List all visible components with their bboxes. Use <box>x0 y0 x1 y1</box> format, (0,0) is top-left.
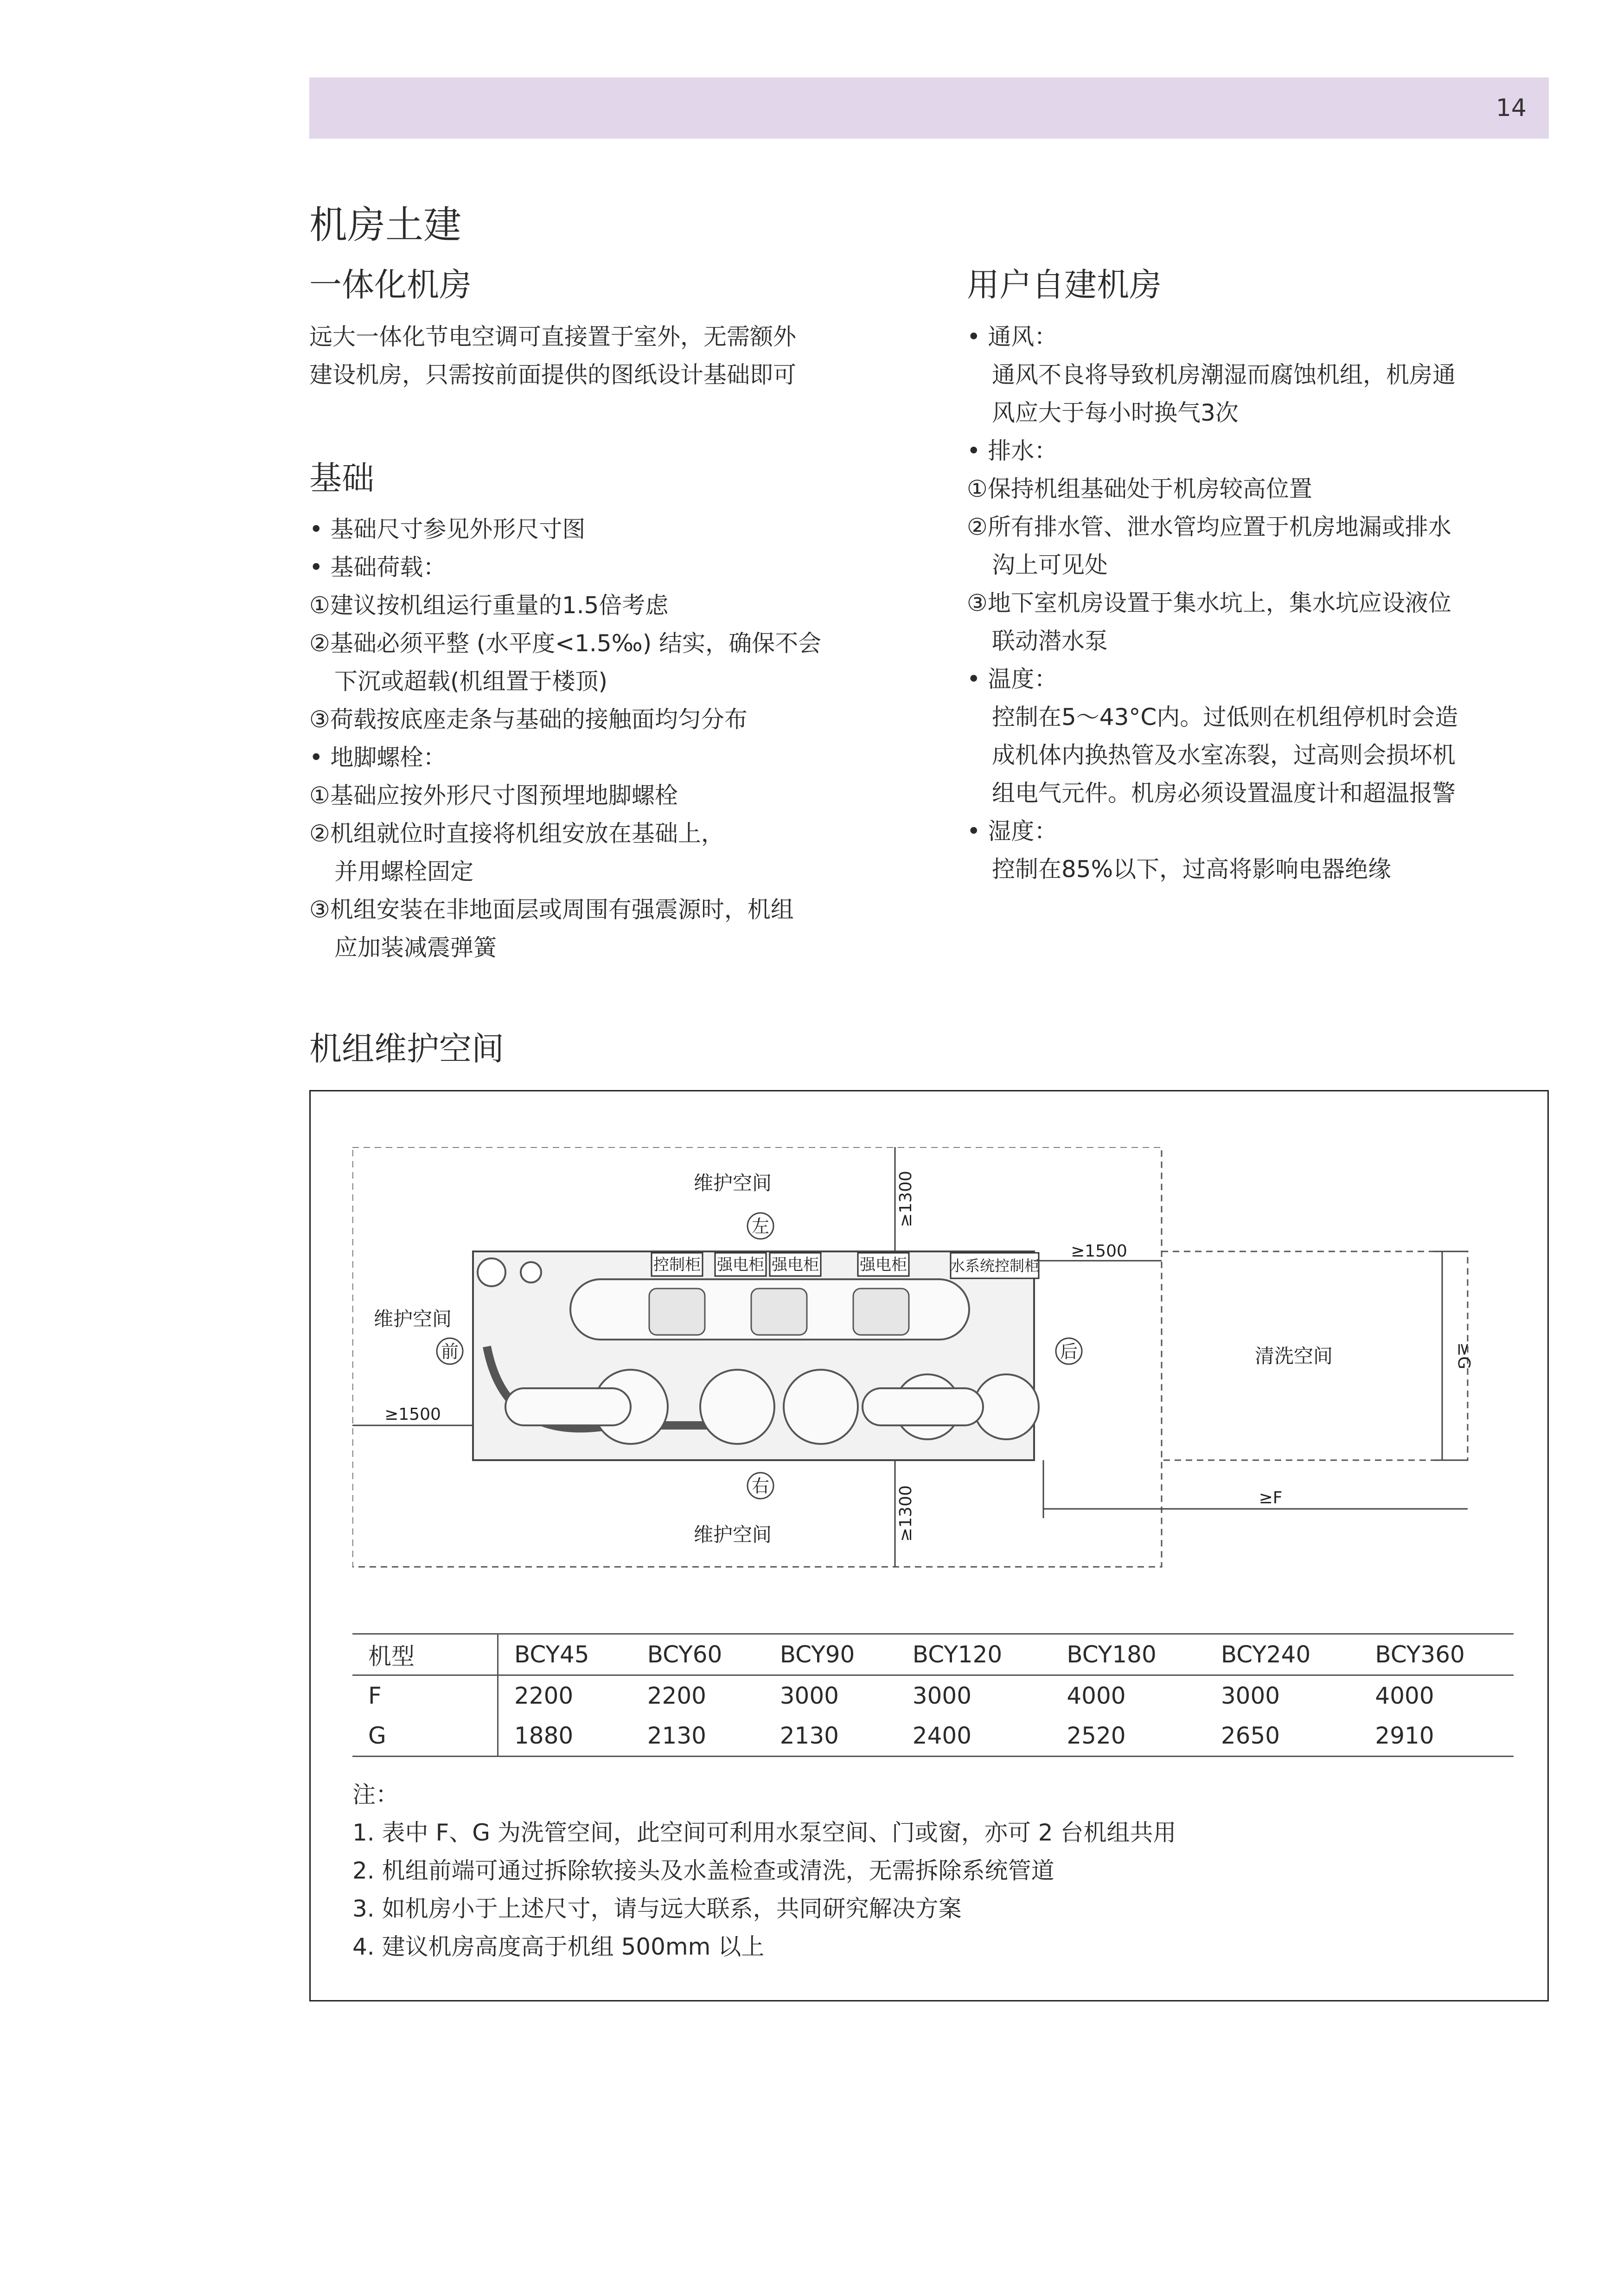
foundation-line: 并用螺栓固定 <box>334 858 473 885</box>
page-number: 14 <box>1495 94 1527 122</box>
table-cell: 2520 <box>1051 1716 1205 1757</box>
dim-g: ≥G <box>1454 1342 1473 1370</box>
foundation-line: ③机组安装在非地面层或周围有强震源时，机组 <box>309 896 794 923</box>
user-room-line: 通风不良将导致机房潮湿而腐蚀机组，机房通 <box>992 361 1456 388</box>
table-cell: 2130 <box>764 1716 897 1757</box>
note-line: 3. 如机房小于上述尺寸，请与远大联系，共同研究解决方案 <box>352 1895 962 1922</box>
user-room-line: • 温度： <box>967 666 1058 693</box>
note-line: 4. 建议机房高度高于机组 500mm 以上 <box>352 1933 765 1960</box>
foundation-list <box>309 510 821 967</box>
table-cell: 2650 <box>1205 1716 1360 1757</box>
bottom-space-label: 维护空间 <box>693 1523 772 1546</box>
maintenance-frame <box>309 1090 1549 2001</box>
table-cell: 2910 <box>1359 1716 1514 1757</box>
foundation-line: 下沉或超载(机组置于楼顶) <box>334 668 608 695</box>
clean-space-label: 清洗空间 <box>1254 1345 1333 1367</box>
user-room-line: ①保持机组基础处于机房较高位置 <box>967 475 1312 502</box>
user-room-line: • 湿度： <box>967 818 1058 845</box>
table-header-cell: BCY240 <box>1205 1634 1360 1675</box>
user-room-line: 组电气元件。机房必须设置温度计和超温报警 <box>992 780 1456 807</box>
table-cell: F <box>352 1675 498 1716</box>
valve-icon <box>521 1262 541 1283</box>
cabinet-water-label: 水系统控制柜 <box>950 1257 1040 1275</box>
table-cell: 3000 <box>780 1682 839 1709</box>
maintenance-heading: 机组维护空间 <box>309 1030 504 1068</box>
table-row <box>352 1716 1514 1757</box>
table-cell: 2200 <box>514 1682 574 1709</box>
dim-bottom: ≥1300 <box>896 1485 915 1542</box>
user-room-line: • 通风： <box>967 323 1058 350</box>
table-cell: 1880 <box>498 1716 632 1757</box>
dim-top: ≥1300 <box>896 1171 915 1227</box>
user-room-heading: 用户自建机房 <box>967 266 1162 304</box>
foundation-line: • 基础尺寸参见外形尺寸图 <box>309 516 586 543</box>
user-room-line: 沟上可见处 <box>992 552 1108 578</box>
rear-marker: 后 <box>1060 1341 1078 1362</box>
integrated-line: 建设机房，只需按前面提供的图纸设计基础即可 <box>309 361 796 388</box>
front-marker: 前 <box>441 1341 459 1362</box>
table-header-cell: BCY180 <box>1051 1634 1205 1675</box>
note-line: 1. 表中 F、G 为洗管空间，此空间可利用水泵空间、门或窗，亦可 2 台机组共用 <box>352 1819 1176 1846</box>
foundation-line: 应加装减震弹簧 <box>334 934 497 961</box>
table-cell: 2130 <box>632 1716 764 1757</box>
integrated-heading: 一体化机房 <box>309 266 472 304</box>
pump-motors <box>649 1289 909 1335</box>
user-room-line: ②所有排水管、泄水管均应置于机房地漏或排水 <box>967 513 1451 540</box>
foundation-line: ③荷载按底座走条与基础的接触面均匀分布 <box>309 706 748 733</box>
table-header-cell: BCY45 <box>498 1634 632 1675</box>
user-room-line: 风应大于每小时换气3次 <box>992 399 1239 426</box>
gauge-icon <box>478 1258 505 1286</box>
spec-table <box>352 1633 1514 1757</box>
dim-rear: ≥1500 <box>1071 1242 1127 1261</box>
user-room-list <box>967 318 1458 888</box>
foundation-line: ①建议按机组运行重量的1.5倍考虑 <box>309 592 669 619</box>
header-bar <box>309 77 1549 139</box>
dim-front: ≥1500 <box>384 1405 441 1424</box>
table-row <box>352 1675 1514 1716</box>
user-room-line: 联动潜水泵 <box>992 628 1108 654</box>
notes <box>352 1776 1176 1966</box>
page-title: 机房土建 <box>309 203 462 247</box>
table-header-cell: BCY90 <box>764 1634 897 1675</box>
user-room-line: 控制在5～43°C内。过低则在机组停机时会造 <box>992 704 1458 731</box>
foundation-line: • 地脚螺栓： <box>309 744 447 771</box>
integrated-text <box>309 318 796 394</box>
cabinet-power-label: 强电柜 <box>772 1256 819 1274</box>
table-header-row <box>352 1634 1514 1675</box>
table-cell: 2200 <box>647 1682 706 1709</box>
integrated-line: 远大一体化节电空调可直接置于室外，无需额外 <box>309 323 796 350</box>
table-header-cell: 机型 <box>352 1634 498 1675</box>
note-line: 注： <box>352 1781 399 1808</box>
foundation-line: ②机组就位时直接将机组安放在基础上， <box>309 820 724 847</box>
table-cell: 4000 <box>1067 1682 1126 1709</box>
table-header-cell: BCY60 <box>632 1634 764 1675</box>
table-cell: 4000 <box>1375 1682 1434 1709</box>
maintenance-diagram <box>352 1147 1489 1578</box>
dim-f: ≥F <box>1259 1488 1283 1507</box>
table-cell: 3000 <box>1220 1682 1280 1709</box>
table-cell: 2400 <box>897 1716 1051 1757</box>
foundation-line: ①基础应按外形尺寸图预埋地脚螺栓 <box>309 782 678 809</box>
user-room-line: • 排水： <box>967 437 1058 464</box>
table-cell: 3000 <box>912 1682 972 1709</box>
foundation-line: • 基础荷载： <box>309 554 447 581</box>
user-room-line: 控制在85%以下，过高将影响电器绝缘 <box>992 856 1392 883</box>
cabinet-power-label: 强电柜 <box>860 1256 907 1274</box>
cabinet-power-label: 强电柜 <box>717 1256 764 1274</box>
top-space-label: 维护空间 <box>693 1172 772 1194</box>
note-line: 2. 机组前端可通过拆除软接头及水盖检查或清洗，无需拆除系统管道 <box>352 1857 1054 1884</box>
front-space-label: 维护空间 <box>373 1308 452 1330</box>
left-marker: 左 <box>751 1216 770 1237</box>
table-cell: G <box>352 1716 498 1757</box>
table-header-cell: BCY120 <box>897 1634 1051 1675</box>
user-room-line: ③地下室机房设置于集水坑上，集水坑应设液位 <box>967 590 1451 616</box>
right-marker: 右 <box>751 1476 770 1496</box>
cabinet-control-label: 控制柜 <box>653 1256 701 1274</box>
foundation-line: ②基础必须平整 (水平度<1.5‰) 结实，确保不会 <box>309 630 822 657</box>
foundation-heading: 基础 <box>309 459 374 497</box>
table-header-cell: BCY360 <box>1359 1634 1514 1675</box>
user-room-line: 成机体内换热管及水室冻裂，过高则会损坏机 <box>992 742 1456 769</box>
